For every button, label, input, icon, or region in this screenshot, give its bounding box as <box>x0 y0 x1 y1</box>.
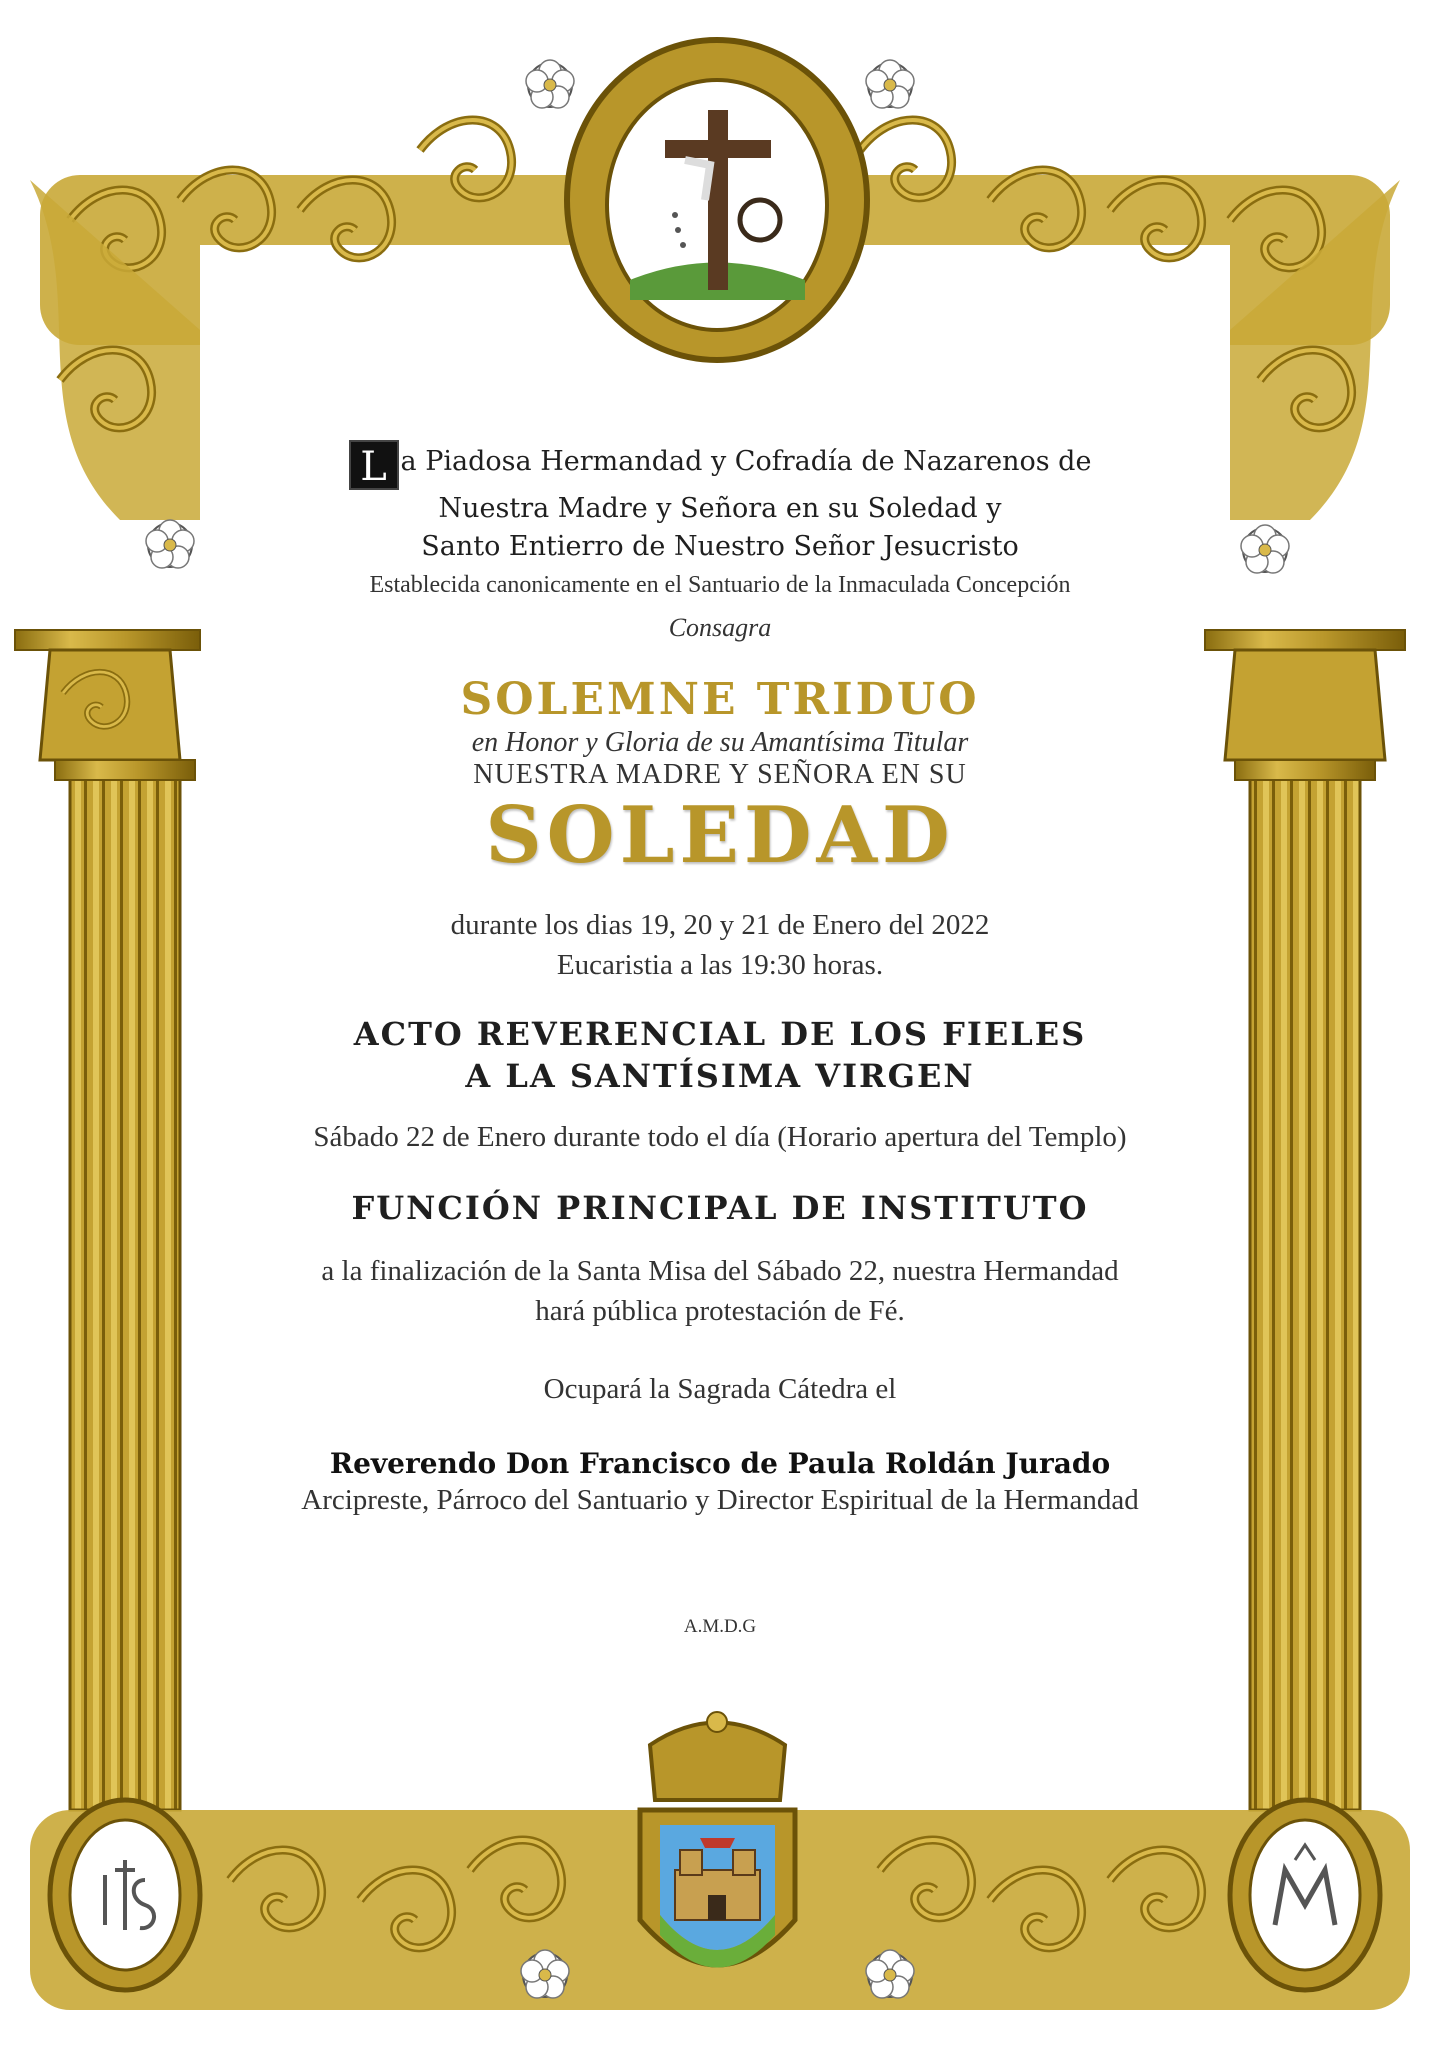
flower-icon <box>526 60 574 108</box>
consagra-text: Consagra <box>668 613 772 642</box>
marian-monogram-icon <box>1230 1800 1380 1990</box>
acto-text: Sábado 22 de Enero durante todo el día (Horario apertura del Templo) <box>313 1121 1127 1153</box>
triduo-dates: durante los dias 19, 20 y 21 de Enero del 2022 <box>450 909 990 941</box>
preacher-role: Arcipreste, Párroco del Santuario y Director Espiritual de la Hermandad <box>301 1484 1139 1516</box>
cross-emblem-icon <box>567 40 867 360</box>
funcion-line2: hará pública protestación de Fé. <box>535 1295 905 1327</box>
madre-text: NUESTRA MADRE Y SEÑORA EN SU <box>473 759 967 790</box>
acto-title-line2: A LA SANTÍSIMA VIRGEN <box>465 1057 975 1095</box>
brotherhood-name-line3: Santo Entierro de Nuestro Señor Jesucristo <box>421 531 1019 562</box>
established-text: Establecida canonicamente en el Santuario de la Inmaculada Concepción <box>369 572 1071 598</box>
funcion-line1: a la finalización de la Santa Misa del Sábado 22, nuestra Hermandad <box>321 1255 1119 1287</box>
catedra-intro: Ocupará la Sagrada Cátedra el <box>543 1373 897 1405</box>
coat-of-arms-icon <box>640 1712 795 1968</box>
triduo-title: SOLEMNE TRIDUO <box>460 674 980 725</box>
jhs-monogram-icon <box>50 1800 200 1990</box>
honor-text: en Honor y Gloria de su Amantísima Titular <box>471 727 969 758</box>
soledad-title: SOLEDAD <box>485 790 955 881</box>
flower-icon <box>866 60 914 108</box>
document-body <box>180 440 1260 1638</box>
triduo-time: Eucaristia a las 19:30 horas. <box>556 949 884 981</box>
funcion-title: FUNCIÓN PRINCIPAL DE INSTITUTO <box>351 1189 1089 1227</box>
brotherhood-name-line1: L a Piadosa Hermandad y Cofradía de Nazarenos de <box>180 440 1260 490</box>
dropcap-letter: L <box>349 440 399 490</box>
brotherhood-name-line2: Nuestra Madre y Señora en su Soledad y <box>438 493 1002 524</box>
amdg-text: A.M.D.G <box>683 1616 757 1637</box>
left-column <box>15 630 200 1810</box>
acto-title-line1: ACTO REVERENCIAL DE LOS FIELES <box>353 1015 1087 1053</box>
preacher-name: Reverendo Don Francisco de Paula Roldán Jurado <box>329 1447 1111 1480</box>
